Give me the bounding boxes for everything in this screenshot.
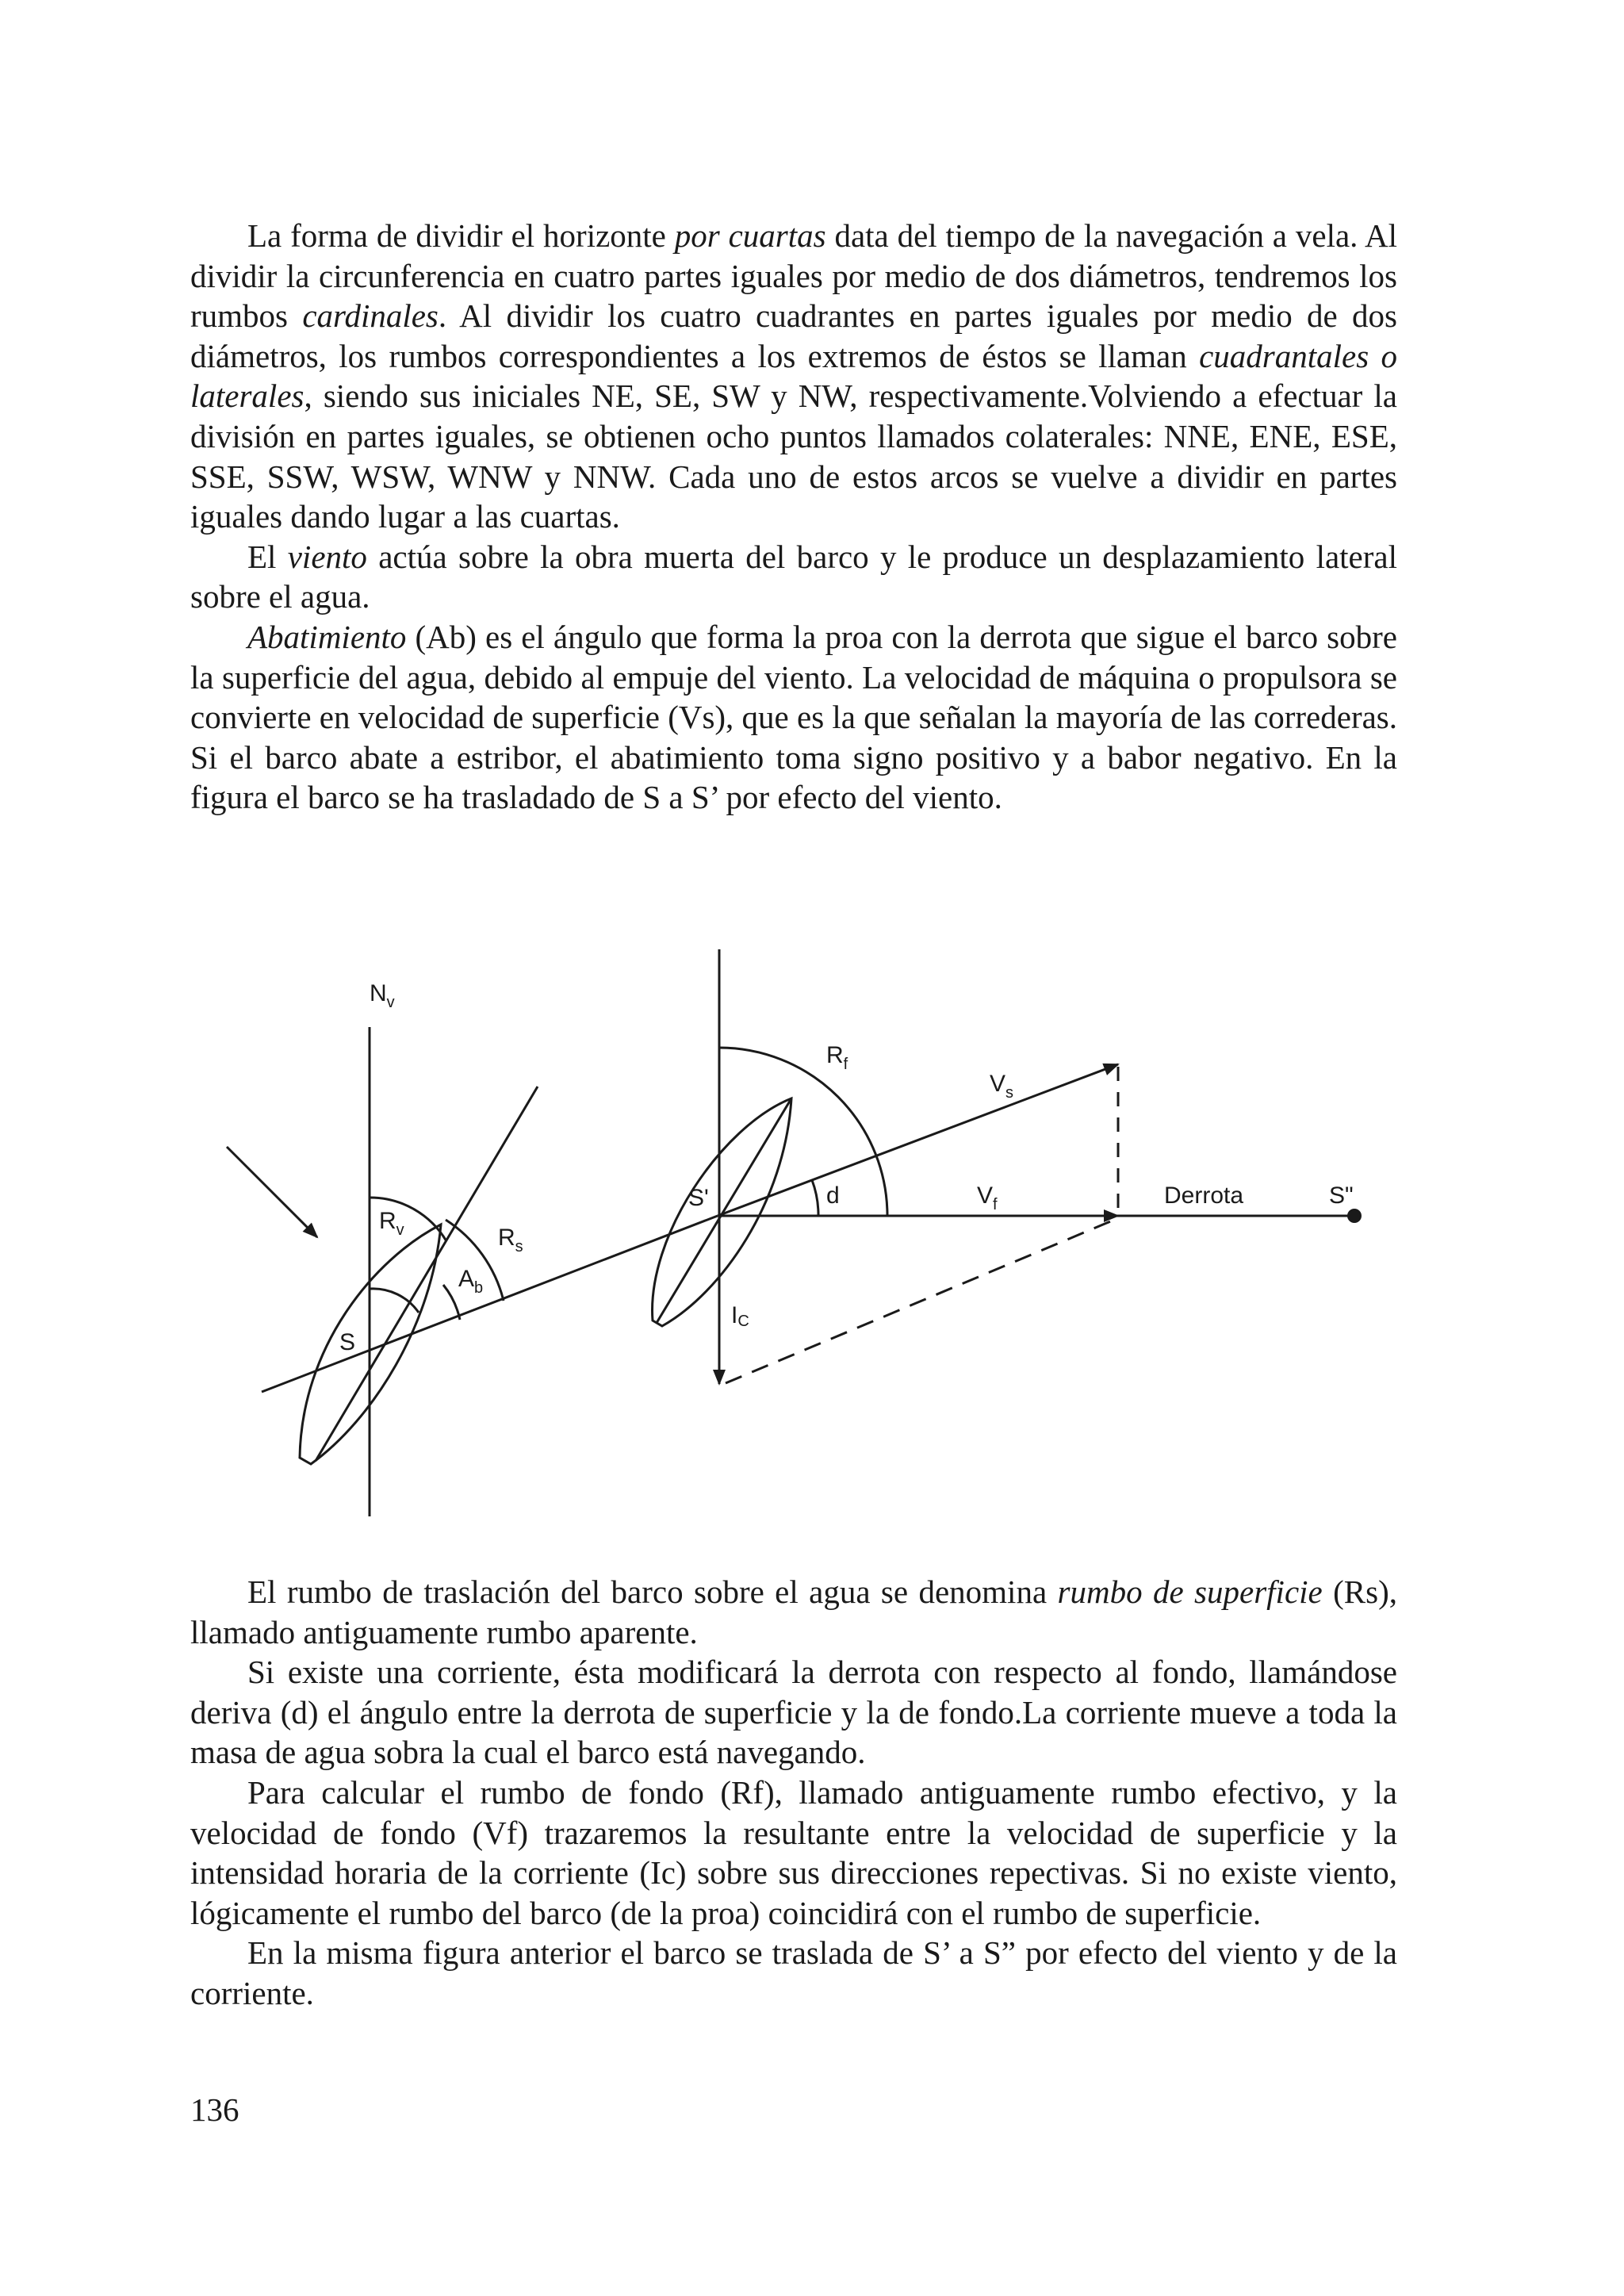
italic-text: por cuartas [674,217,826,254]
text-run: Para calcular el rumbo de fondo (Rf), llamado antiguamente rumbo efectivo, y la velocidad de fondo (Vf) trazaremos la resultante entre la velocidad de superficie y la intensidad horaria de la corriente (Ic) sobre sus direcciones repectivas. Si no existe viento, lógicamente el rumbo del barco (de la proa) coincidirá con el rumbo de superficie. [190,1773,1397,1931]
d-arc [812,1180,818,1216]
paragraph [190,1773,1397,1933]
vs-label: $V_s$ [990,1071,1014,1102]
text-run: La forma de dividir el horizonte [247,217,675,254]
italic-text: cardinales [302,297,439,335]
d-label: d [826,1182,840,1209]
text-run: data del tiempo de la navegación a vela. Al dividir la circunferencia en cuatro partes iguales por medio de dos diámetros, tendremos los rumbos [190,217,1397,335]
rf-label: $R_f$ [826,1042,848,1073]
text-run: En la misma figura anterior el barco se traslada de S’ a S” por efecto del viento y de la corriente. [190,1934,1397,2011]
ab-label: $A_b$ [458,1266,484,1297]
wind-arrow [227,1147,317,1237]
sdouble-label: S" [1329,1182,1354,1209]
dashed-diagonal [726,1218,1118,1383]
vf-label: $V_f$ [977,1182,998,1213]
sprime-label: S' [688,1185,709,1211]
text-run: actúa sobre la obra muerta del barco y le produce un desplazamiento lateral sobre el agua. [190,538,1397,615]
text-run: Si existe una corriente, ésta modificará la derrota con respecto al fondo, llamándose deriva (d) el ángulo entre la derrota de superficie y la de fondo.La corriente mueve a toda la masa de agua sobra la cual el barco está navegando. [190,1654,1397,1771]
nv-label: $N_v$ [370,980,395,1011]
ic-label: IC [731,1302,749,1330]
text-run: El rumbo de traslación del barco sobre el agua se denomina [247,1573,1058,1610]
text-run: El [247,538,288,575]
paragraph [190,1652,1397,1773]
rf-arc [719,1048,887,1216]
text-block-bottom [190,1572,1397,2014]
paragraph [190,1933,1397,2013]
rv-label: $R_v$ [379,1208,404,1239]
italic-text: viento [287,538,367,575]
italic-text: cuadrantales o laterales [190,337,1397,415]
text-run: . Al dividir los cuatro cuadrantes en partes iguales por medio de dos diámetros, los rumbos correspondientes a los extremos de éstos se llaman [190,297,1398,374]
heading-line-sprime [657,1098,791,1323]
vs-vector [718,1064,1118,1216]
italic-text: rumbo de superficie [1057,1573,1323,1610]
text-run: , siendo sus iniciales NE, SE, SW y NW, respectivamente.Volviendo a efectuar la división en partes iguales, se obtienen ocho puntos llamados colaterales: NNE, ENE, ESE, SSE, SSW, WSW, WNW y NNW. Cada uno de estos arcos se vuelve a dividir en partes iguales dando lugar a las cuartas. [190,378,1397,535]
text-run: (Ab) es el ángulo que forma la proa con la derrota que sigue el barco sobre la superficie del agua, debido al empuje del viento. La velocidad de máquina o propulsora se convierte en velocidad de superficie (Vs), que es la que señalan la mayoría de las correderas. Si el barco abate a estribor, el abatimiento toma signo positivo y a babor negativo. En la figura el barco se ha trasladado de S a S’ por efecto del viento. [190,618,1398,816]
ab-arc [443,1285,460,1320]
paragraph [190,1572,1397,1652]
s-label: S [339,1329,356,1355]
heading-line-s [316,1087,538,1461]
text-run: (Rs), llamado antiguamente rumbo aparente. [190,1573,1397,1650]
s-double-prime-point [1347,1209,1362,1223]
surface-course-line [262,1216,718,1392]
page-number: 136 [190,2091,239,2128]
rs-label: $R_s$ [498,1225,523,1255]
italic-text: Abatimiento [247,618,407,655]
derrota-label: Derrota [1164,1182,1244,1209]
